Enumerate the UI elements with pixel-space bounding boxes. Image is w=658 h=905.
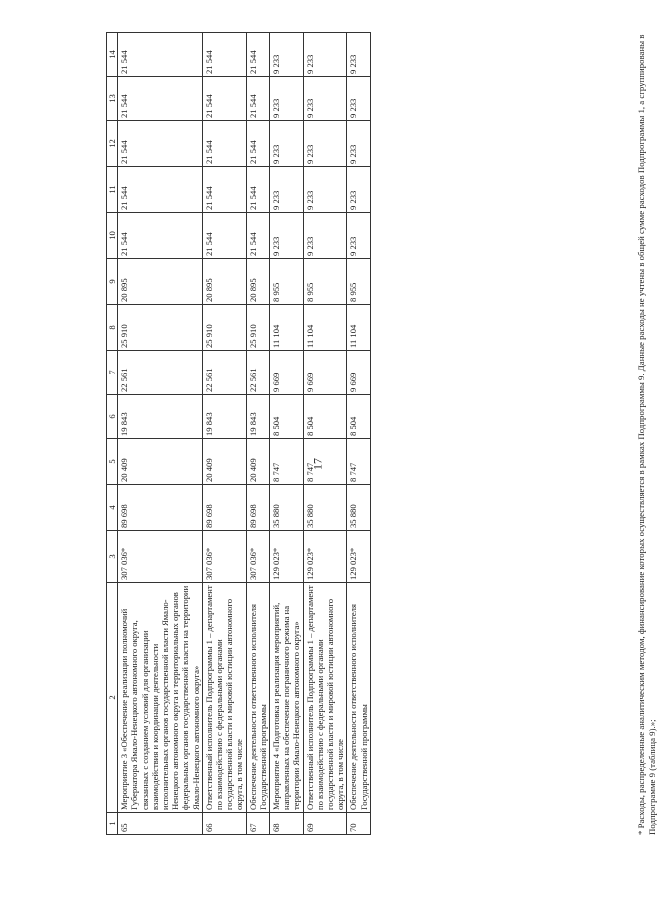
column-header: 9 <box>107 259 118 305</box>
value-cell: 22 561 <box>118 351 203 395</box>
value-cell: 307 036* <box>246 531 269 583</box>
value-cell: 9 233 <box>347 167 370 213</box>
value-cell: 9 233 <box>347 77 370 121</box>
value-cell: 129 023* <box>270 531 304 583</box>
value-cell: 129 023* <box>303 531 347 583</box>
value-cell: 35 880 <box>270 485 304 531</box>
table-row <box>270 33 304 835</box>
value-cell: 129 023* <box>347 531 370 583</box>
column-header: 14 <box>107 33 118 77</box>
value-cell: 9 233 <box>303 167 347 213</box>
value-cell: 8 504 <box>347 395 370 439</box>
value-cell: 9 233 <box>303 77 347 121</box>
row-description: Ответственный исполнитель Подпрограммы 1 – департамент по взаимодействию с федеральными органами государственной власти и мировой юстиции автономного округа, в том числе <box>202 583 246 813</box>
value-cell: 22 561 <box>246 351 269 395</box>
value-cell: 21 544 <box>202 121 246 167</box>
value-cell: 89 698 <box>202 485 246 531</box>
value-cell: 21 544 <box>246 33 269 77</box>
value-cell: 9 233 <box>303 33 347 77</box>
value-cell: 19 843 <box>246 395 269 439</box>
row-number: 70 <box>347 813 370 835</box>
value-cell: 307 036* <box>202 531 246 583</box>
value-cell: 21 544 <box>118 121 203 167</box>
row-number: 69 <box>303 813 347 835</box>
table-row <box>202 33 246 835</box>
value-cell: 307 036* <box>118 531 203 583</box>
value-cell: 20 409 <box>246 439 269 485</box>
value-cell: 21 544 <box>246 167 269 213</box>
value-cell: 20 895 <box>118 259 203 305</box>
column-header: 1 <box>107 813 118 835</box>
value-cell: 9 233 <box>303 213 347 259</box>
value-cell: 21 544 <box>202 167 246 213</box>
value-cell: 8 504 <box>270 395 304 439</box>
value-cell: 19 843 <box>202 395 246 439</box>
value-cell: 11 104 <box>347 305 370 351</box>
row-description: Мероприятие 4 «Подготовка и реализация мероприятий, направленных на обеспечение пограничного режима на территории Ямало-Ненецкого автономного округа» <box>270 583 304 813</box>
footnote: * Расходы, распределенные аналитическим методом, финансирование которых осуществляется в рамках Подпрограммы 9. Данные расходы не учтены в общей сумме расходов Подпрограммы 1, а сгруппированы в Подпрограмме 9 (таблица 9).»; <box>636 34 657 835</box>
value-cell: 19 843 <box>118 395 203 439</box>
value-cell: 11 104 <box>270 305 304 351</box>
value-cell: 25 910 <box>202 305 246 351</box>
value-cell: 35 880 <box>347 485 370 531</box>
value-cell: 9 233 <box>270 77 304 121</box>
value-cell: 9 669 <box>270 351 304 395</box>
value-cell: 8 955 <box>303 259 347 305</box>
row-number: 66 <box>202 813 246 835</box>
value-cell: 8 747 <box>303 439 347 485</box>
value-cell: 9 233 <box>303 121 347 167</box>
value-cell: 25 910 <box>246 305 269 351</box>
column-header: 8 <box>107 305 118 351</box>
row-number: 67 <box>246 813 269 835</box>
row-description: Обеспечение деятельности ответственного исполнителя Государственной программы <box>246 583 269 813</box>
column-header: 13 <box>107 77 118 121</box>
value-cell: 20 895 <box>246 259 269 305</box>
page-number: 17 <box>310 458 325 470</box>
value-cell: 21 544 <box>118 213 203 259</box>
value-cell: 21 544 <box>202 33 246 77</box>
table-row <box>303 33 347 835</box>
column-header: 2 <box>107 583 118 813</box>
column-header: 5 <box>107 439 118 485</box>
value-cell: 25 910 <box>118 305 203 351</box>
value-cell: 9 233 <box>347 121 370 167</box>
rotated-page-content <box>106 33 657 835</box>
value-cell: 21 544 <box>202 213 246 259</box>
budget-table <box>106 32 371 835</box>
column-header: 6 <box>107 395 118 439</box>
row-description: Обеспечение деятельности ответственного исполнителя Государственной программы <box>347 583 370 813</box>
table-row <box>118 33 203 835</box>
column-header: 11 <box>107 167 118 213</box>
row-description: Ответственный исполнитель Подпрограммы 1 – департамент по взаимодействию с федеральными органами государственной власти и мировой юстиции автономного округа, в том числе <box>303 583 347 813</box>
value-cell: 11 104 <box>303 305 347 351</box>
value-cell: 21 544 <box>246 213 269 259</box>
table-row <box>246 33 269 835</box>
value-cell: 20 409 <box>118 439 203 485</box>
table-body <box>118 33 371 835</box>
column-header: 4 <box>107 485 118 531</box>
value-cell: 9 233 <box>347 213 370 259</box>
column-header: 3 <box>107 531 118 583</box>
row-number: 68 <box>270 813 304 835</box>
value-cell: 9 233 <box>270 167 304 213</box>
value-cell: 20 895 <box>202 259 246 305</box>
value-cell: 8 747 <box>270 439 304 485</box>
table-header-row <box>107 33 118 835</box>
column-header: 7 <box>107 351 118 395</box>
value-cell: 21 544 <box>118 77 203 121</box>
value-cell: 21 544 <box>246 77 269 121</box>
value-cell: 21 544 <box>246 121 269 167</box>
value-cell: 8 747 <box>347 439 370 485</box>
value-cell: 8 504 <box>303 395 347 439</box>
value-cell: 9 233 <box>347 33 370 77</box>
value-cell: 9 669 <box>303 351 347 395</box>
value-cell: 22 561 <box>202 351 246 395</box>
value-cell: 20 409 <box>202 439 246 485</box>
value-cell: 9 669 <box>347 351 370 395</box>
value-cell: 9 233 <box>270 33 304 77</box>
value-cell: 89 698 <box>246 485 269 531</box>
column-header: 12 <box>107 121 118 167</box>
value-cell: 21 544 <box>118 167 203 213</box>
value-cell: 9 233 <box>270 121 304 167</box>
value-cell: 8 955 <box>347 259 370 305</box>
column-header: 10 <box>107 213 118 259</box>
row-description: Мероприятие 3 «Обеспечение реализации полномочий Губернатора Ямало-Ненецкого автономного округа, связанных с созданием условий для организации взаимодействия и координации деятельности исполнительных органов государственной власти Ямало-Ненецкого автономного округа и территориальных органов федеральных органов государственной власти на территории Ямало-Ненецкого автономного округа» <box>118 583 203 813</box>
table-row <box>347 33 370 835</box>
value-cell: 8 955 <box>270 259 304 305</box>
value-cell: 89 698 <box>118 485 203 531</box>
value-cell: 35 880 <box>303 485 347 531</box>
row-number: 65 <box>118 813 203 835</box>
value-cell: 21 544 <box>202 77 246 121</box>
value-cell: 9 233 <box>270 213 304 259</box>
value-cell: 21 544 <box>118 33 203 77</box>
